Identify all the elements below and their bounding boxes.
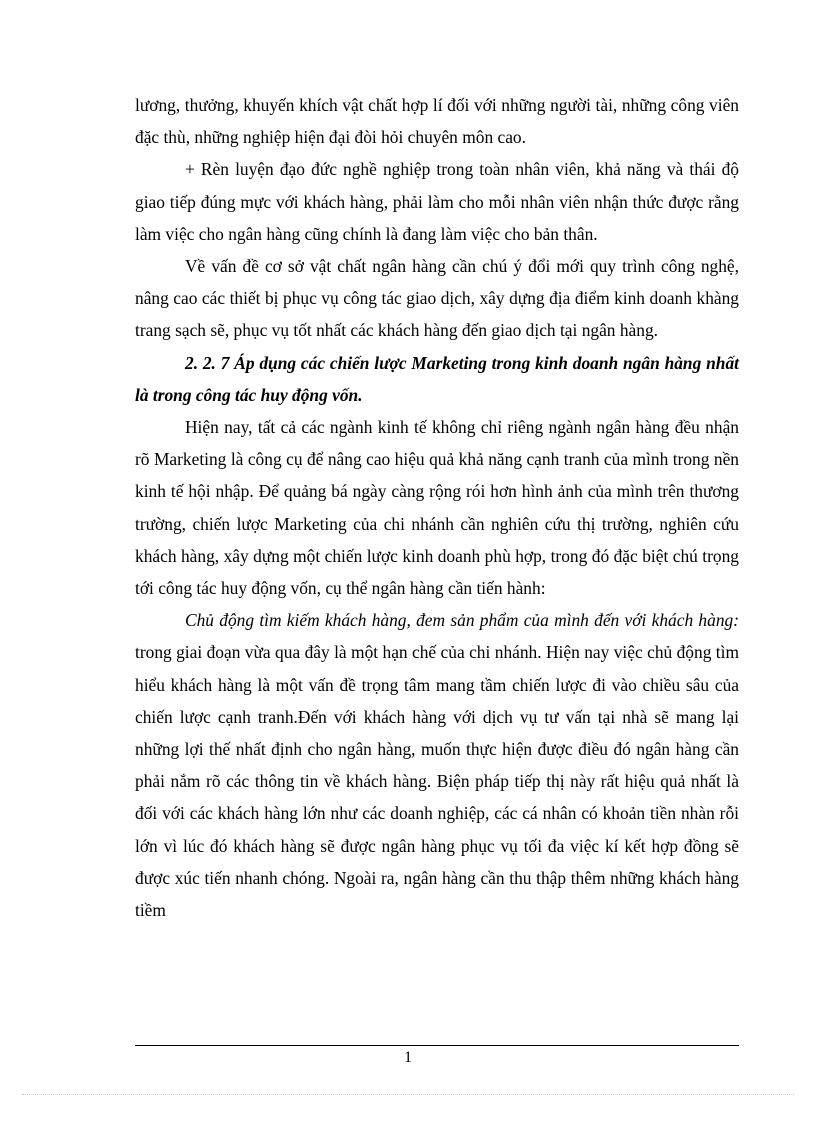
page-number: 1 [404, 1049, 412, 1066]
document-body [135, 89, 739, 926]
paragraph-facilities: Về vấn đề cơ sở vật chất ngân hàng cần chú ý đổi mới quy trình công nghệ, nâng cao các thiết bị phục vụ công tác giao dịch, xây dựng địa điểm kinh doanh khàng trang sạch sẽ, phục vụ tốt nhất các khách hàng đến giao dịch tại ngân hàng. [135, 256, 739, 341]
paragraph-lead-phrase: Chủ động tìm kiếm khách hàng, đem sản phẩm của mình đến với khách hàng: [185, 610, 739, 631]
paragraph-lead-body: trong giai đoạn vừa qua đây là một hạn chế của chi nhánh. Hiện nay việc chủ động tìm hiểu khách hàng là một vấn đề trọng tâm mang tầm chiến lược đi vào chiều sâu của chiến lược cạnh tranh.Đến với khách hàng với dịch vụ tư vấn tại nhà sẽ mang lại những lợi thế nhất định cho ngân hàng, muốn thực hiện được điều đó ngân hàng cần phải nắm rõ các thông tin về khách hàng. Biện pháp tiếp thị này rất hiệu quả nhất là đối với các khách hàng lớn như các doanh nghiệp, các cá nhân có khoản tiền nhàn rỗi lớn vì lúc đó khách hàng sẽ được ngân hàng phục vụ tối đa việc kí kết hợp đồng sẽ được xúc tiến nhanh chóng. Ngoài ra, ngân hàng cần thu thập thêm những khách hàng tiềm [135, 642, 739, 921]
paragraph-ethics-training: + Rèn luyện đạo đức nghề nghiệp trong toàn nhân viên, khả năng và thái độ giao tiếp đúng mực với khách hàng, phải làm cho mỗi nhân viên nhận thức được rằng làm việc cho ngân hàng cũng chính là đang làm việc cho bản thân. [135, 159, 739, 244]
section-heading: 2. 2. 7 Áp dụng các chiến lược Marketing trong kinh doanh ngân hàng nhất là trong công tác huy động vốn. [135, 352, 739, 405]
paragraph-proactive-customers [135, 604, 739, 926]
paragraph-marketing: Hiện nay, tất cả các ngành kinh tế không chỉ riêng ngành ngân hàng đều nhận rõ Marketing là công cụ để nâng cao hiệu quả khả năng cạnh tranh của mình trong nền kinh tế hội nhập. Để quảng bá ngày càng rộng rói hơn hình ảnh của mình trên thương trường, chiến lược Marketing của chi nhánh cần nghiên cứu thị trường, nghiên cứu khách hàng, xây dựng một chiến lược kinh doanh phù hợp, trong đó đặc biệt chú trọng tới công tác huy động vốn, cụ thể ngân hàng cần tiến hành: [135, 417, 739, 599]
paragraph-compensation: lương, thưởng, khuyến khích vật chất hợp lí đối với những người tài, những công viên đặc thù, những nghiệp hiện đại đòi hỏi chuyên môn cao. [135, 95, 739, 148]
footer-divider [135, 1045, 739, 1046]
page-boundary [22, 1094, 794, 1095]
